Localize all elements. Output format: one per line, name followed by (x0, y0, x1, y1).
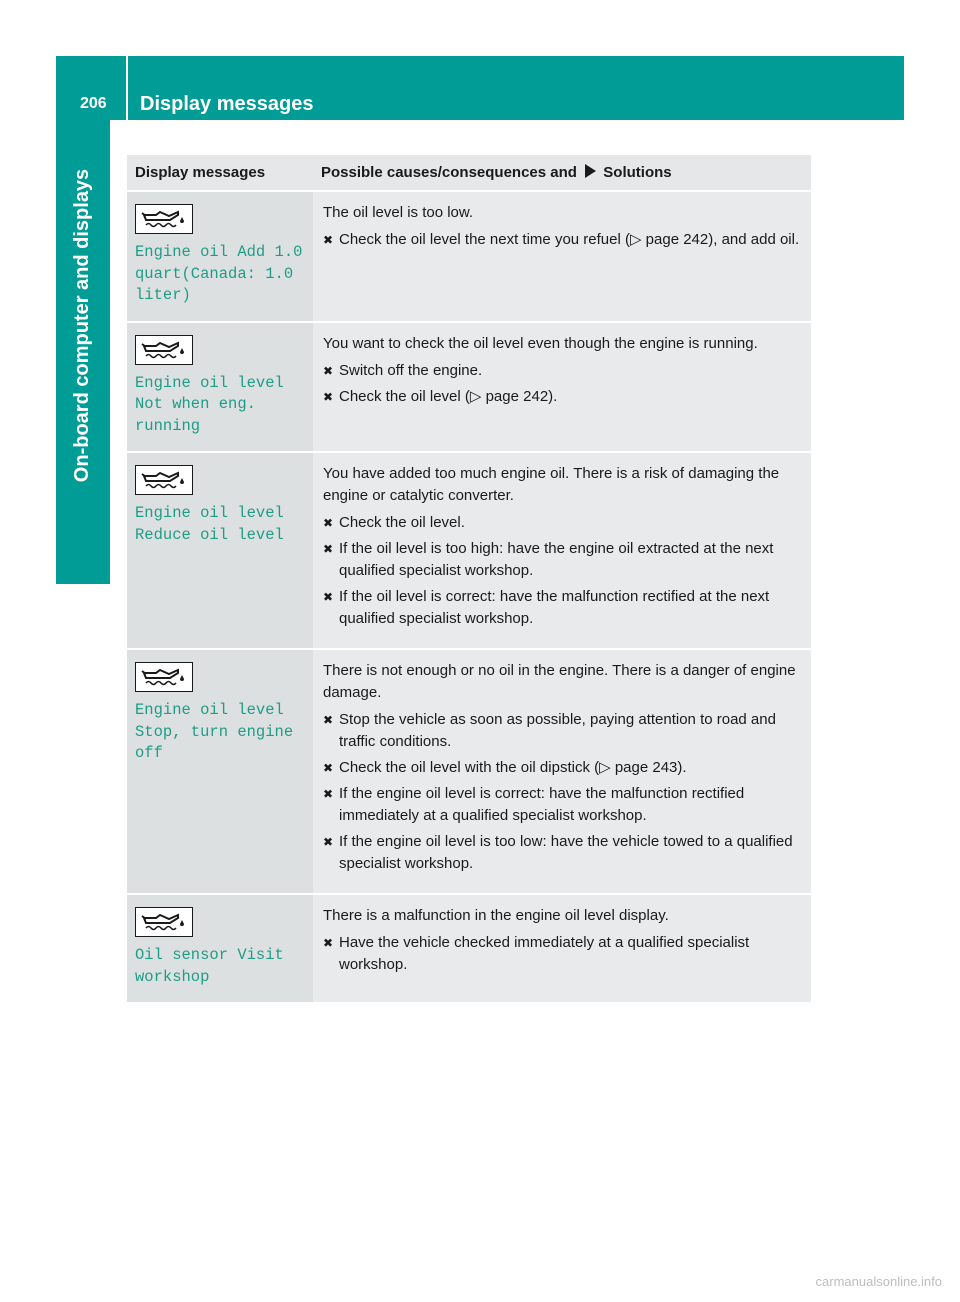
display-cell (127, 191, 313, 322)
display-cell (127, 649, 313, 894)
display-cell (127, 894, 313, 1003)
solution-step-text: Stop the vehicle as soon as possible, paying attention to road and traffic conditions. (339, 711, 776, 750)
solution-step-text: Check the oil level. (339, 514, 465, 531)
table-row (127, 191, 811, 322)
footer-watermark: carmanualsonline.info (815, 1274, 942, 1289)
solution-step (323, 932, 803, 976)
oil-can-icon (135, 335, 193, 365)
cause-text: There is not enough or no oil in the engine. There is a danger of engine damage. (323, 662, 796, 701)
table-row (127, 452, 811, 649)
step-arrow-icon: ✖ (323, 936, 334, 950)
step-arrow-icon: ✖ (323, 233, 334, 247)
solution-step (323, 512, 803, 534)
display-message-text: Engine oil level Reduce oil level (135, 504, 284, 544)
cause-text: You have added too much engine oil. There is a risk of damaging the engine or catalytic converter. (323, 465, 780, 504)
oil-can-icon (135, 907, 193, 937)
step-arrow-icon: ✖ (323, 761, 334, 775)
display-cell (127, 452, 313, 649)
page-title: Display messages (140, 93, 314, 115)
step-arrow-icon: ✖ (323, 590, 334, 604)
solution-step-text: If the oil level is too high: have the engine oil extracted at the next qualified specialist workshop. (339, 540, 774, 579)
causes-cell (313, 191, 811, 322)
solution-step (323, 783, 803, 827)
solution-step-text: Switch off the engine. (339, 361, 483, 379)
col-causes-header-text: Possible causes/consequences and (321, 163, 577, 181)
step-arrow-icon: ✖ (323, 389, 334, 404)
display-message-text: Engine oil level Stop, turn engine off (135, 701, 294, 762)
solution-step-text: If the engine oil level is too low: have the vehicle towed to a qualified specialist workshop. (339, 833, 793, 872)
oil-can-icon (135, 662, 193, 692)
display-message-text: Engine oil Add 1.0 quart(Canada: 1.0 liter) (135, 243, 303, 304)
step-arrow-icon: ✖ (323, 835, 334, 849)
solution-step-text: Check the oil level the next time you refuel (▷ page 242), and add oil. (339, 231, 800, 248)
side-tab-label: On-board computer and displays (71, 168, 94, 482)
causes-cell (313, 322, 811, 453)
solution-step (323, 386, 803, 408)
oil-can-icon (135, 465, 193, 495)
causes-cell (313, 452, 811, 649)
step-arrow-icon: ✖ (323, 516, 334, 530)
causes-cell (313, 649, 811, 894)
col-causes-header (313, 155, 811, 191)
solution-step-text: If the oil level is correct: have the malfunction rectified at the next qualified specialist workshop. (339, 588, 770, 627)
step-arrow-icon: ✖ (323, 787, 334, 801)
solution-step (323, 538, 803, 582)
header-divider (126, 56, 128, 120)
solution-step (323, 229, 803, 251)
step-arrow-icon: ✖ (323, 713, 334, 727)
solution-step (323, 360, 803, 382)
table-row (127, 322, 811, 453)
solution-step (323, 709, 803, 753)
solution-step-text: If the engine oil level is correct: have the malfunction rectified immediately at a qualified specialist workshop. (339, 785, 745, 824)
solution-step (323, 586, 803, 630)
solution-step (323, 757, 803, 779)
page-number: 206 (80, 95, 107, 112)
table-row (127, 894, 811, 1003)
causes-cell (313, 894, 811, 1003)
cause-text: There is a malfunction in the engine oil level display. (323, 907, 669, 924)
solution-step-text: Check the oil level (▷ page 242). (339, 387, 558, 405)
col-causes-header-suffix: Solutions (603, 163, 672, 181)
oil-can-icon (135, 204, 193, 234)
table-header-row (127, 155, 811, 191)
table-row (127, 649, 811, 894)
display-message-text: Engine oil level Not when eng. running (135, 373, 284, 435)
solution-step (323, 831, 803, 875)
side-tab-text-wrap (56, 120, 110, 530)
solution-step-text: Check the oil level with the oil dipstick (▷ page 243). (339, 759, 687, 776)
display-message-text: Oil sensor Visit workshop (135, 946, 284, 986)
col-display-header: Display messages (127, 155, 313, 191)
table-body (127, 191, 811, 1003)
step-arrow-icon: ✖ (323, 363, 334, 378)
play-arrow-icon (584, 164, 596, 182)
solution-step-text: Have the vehicle checked immediately at a qualified specialist workshop. (339, 934, 750, 973)
display-messages-table (127, 155, 811, 1004)
display-cell (127, 322, 313, 453)
cause-text: You want to check the oil level even though the engine is running. (323, 334, 758, 352)
step-arrow-icon: ✖ (323, 542, 334, 556)
cause-text: The oil level is too low. (323, 204, 474, 221)
